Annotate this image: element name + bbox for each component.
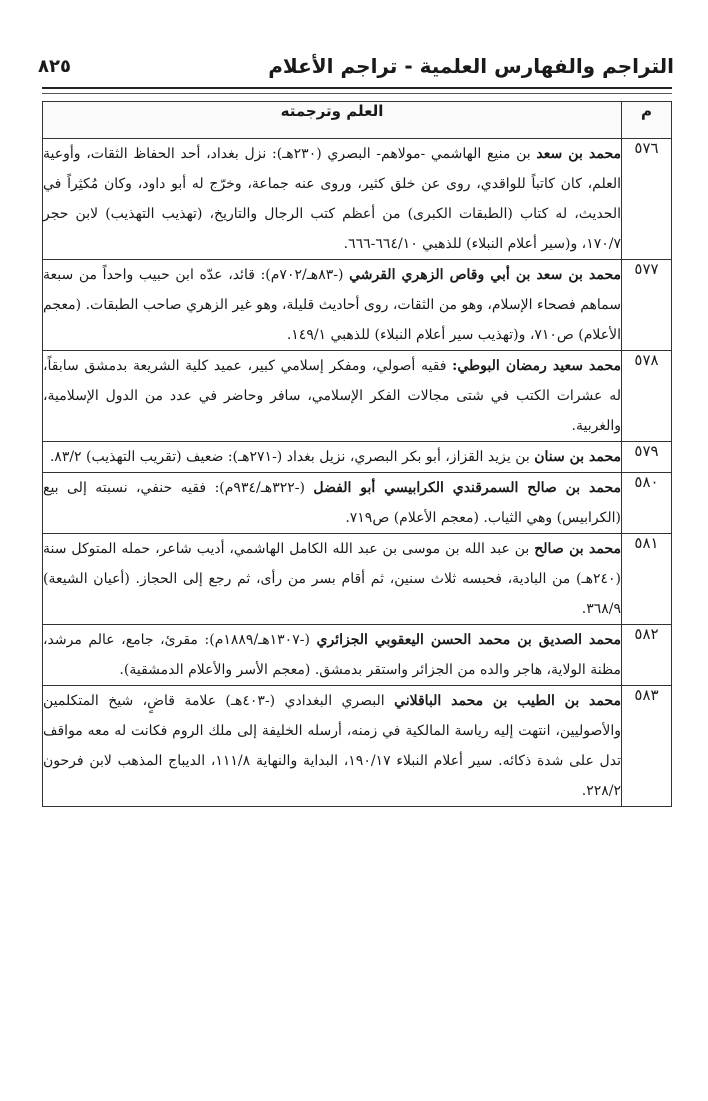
entry-number: ٥٨٠ xyxy=(622,473,672,534)
entry-biography xyxy=(43,139,622,260)
entry-text: بن يزيد القزاز، أبو بكر البصري، نزيل بغداد (-٢٧١هـ): ضعيف (تقريب التهذيب) ٨٣/٢. xyxy=(49,449,535,465)
table-row xyxy=(43,686,672,807)
entry-text: فقيه أصولي، ومفكر إسلامي كبير، عميد كلية الشريعة بدمشق سابقاً، له عشرات الكتب في شتى مجالات الفكر الإسلامي، سافر وحاضر في عدد من الدول الإسلامية، والغربية. xyxy=(43,358,621,434)
entry-biography xyxy=(43,473,622,534)
column-header-number: م xyxy=(622,102,672,139)
entry-text: البصري البغدادي (-٤٠٣هـ) علامة قاضٍ، شيخ المتكلمين والأصوليين، انتهت إليه رياسة المالكية في زمنه، أرسله الخليفة إلى ملك الروم فكانت له معه مواقف تدل على شدة ذكائه. سير أعلام النبلاء ١٩٠/١٧، البداية والنهاية ١١١/٨، الديباج المذهب لابن فرحون ٢٢٨/٢. xyxy=(43,693,621,799)
entry-biography xyxy=(43,442,622,473)
entry-name: محمد بن الطيب بن محمد الباقلاني xyxy=(394,693,622,709)
header-rule-thin xyxy=(42,93,672,94)
entry-name: محمد بن صالح xyxy=(534,541,621,557)
biography-table xyxy=(42,101,672,807)
entry-text: (-٣٢٢هـ/٩٣٤م): فقيه حنفي، نسبته إلى بيع (الكرابيس) وهي الثياب. (معجم الأعلام) ص٧١٩. xyxy=(43,480,621,526)
page-header xyxy=(38,52,674,82)
header-rule xyxy=(42,87,672,89)
entry-number: ٥٧٨ xyxy=(622,351,672,442)
entry-name: محمد بن سنان xyxy=(534,449,621,465)
entry-number: ٥٨٣ xyxy=(622,686,672,807)
table-row xyxy=(43,473,672,534)
page-number: ٨٢٥ xyxy=(38,56,71,77)
entry-text: بن عبد الله بن موسى بن عبد الله الكامل الهاشمي، أديب شاعر، حمله المتوكل سنة (٢٤٠هـ) من البادية، فحبسه ثلاث سنين، ثم أقام بسر من رأى، ثم رجع إلى الحجاز. (أعيان الشيعة) ٣٦٨/٩. xyxy=(43,541,621,617)
table-row xyxy=(43,534,672,625)
column-header-biography: العلم وترجمته xyxy=(43,102,622,139)
table-row xyxy=(43,351,672,442)
entry-number: ٥٨١ xyxy=(622,534,672,625)
entry-text: (-٨٣هـ/٧٠٢م): قائد، عدّه ابن حبيب واحداً من سبعة سماهم فصحاء الإسلام، وهو من الثقات، روى أحاديث قليلة، وهو غير الزهري صاحب الطبقات. (معجم الأعلام) ص٧١٠، و(تهذيب سير أعلام النبلاء) للذهبي ١٤٩/١. xyxy=(43,267,621,343)
entry-biography xyxy=(43,260,622,351)
table-header-row xyxy=(43,102,672,139)
entry-name: محمد بن صالح السمرقندي الكرابيسي أبو الفضل xyxy=(313,480,621,496)
entry-text: (-١٣٠٧هـ/١٨٨٩م): مقرئ، جامع، عالم مرشد، مظنة الولاية، هاجر والده من الجزائر واستقر بدمشق. (معجم الأسر والأعلام الدمشقية). xyxy=(43,632,621,678)
entry-name: محمد بن سعد بن أبي وقاص الزهري القرشي xyxy=(349,267,621,283)
entry-name: محمد سعيد رمضان البوطي: xyxy=(452,358,621,374)
entry-biography xyxy=(43,686,622,807)
entry-number: ٥٧٦ xyxy=(622,139,672,260)
table-row xyxy=(43,260,672,351)
table-row xyxy=(43,442,672,473)
running-title: التراجم والفهارس العلمية - تراجم الأعلام xyxy=(268,54,674,78)
entry-biography xyxy=(43,351,622,442)
table-row xyxy=(43,625,672,686)
table-row xyxy=(43,139,672,260)
entry-number: ٥٧٧ xyxy=(622,260,672,351)
entry-name: محمد بن سعد xyxy=(536,146,621,162)
entry-biography xyxy=(43,625,622,686)
entry-text: بن منيع الهاشمي -مولاهم- البصري (٢٣٠هـ): نزل بغداد، أحد الحفاظ الثقات، وأوعية العلم، كان كاتباً للواقدي، روى عن خلق كثير، وروى عنه جماعة، وخرّج له أبو داود، وكان مُكثِراً في الحديث، له كتاب (الطبقات الكبرى) من أعظم كتب الرجال والتاريخ، (تهذيب التهذيب) لابن حجر ١٧٠/٧، و(سير أعلام النبلاء) للذهبي ٦٦٤/١٠-٦٦٦. xyxy=(43,146,621,252)
entry-number: ٥٧٩ xyxy=(622,442,672,473)
entry-biography xyxy=(43,534,622,625)
entry-number: ٥٨٢ xyxy=(622,625,672,686)
entry-name: محمد الصديق بن محمد الحسن اليعقوبي الجزائري xyxy=(316,632,621,648)
